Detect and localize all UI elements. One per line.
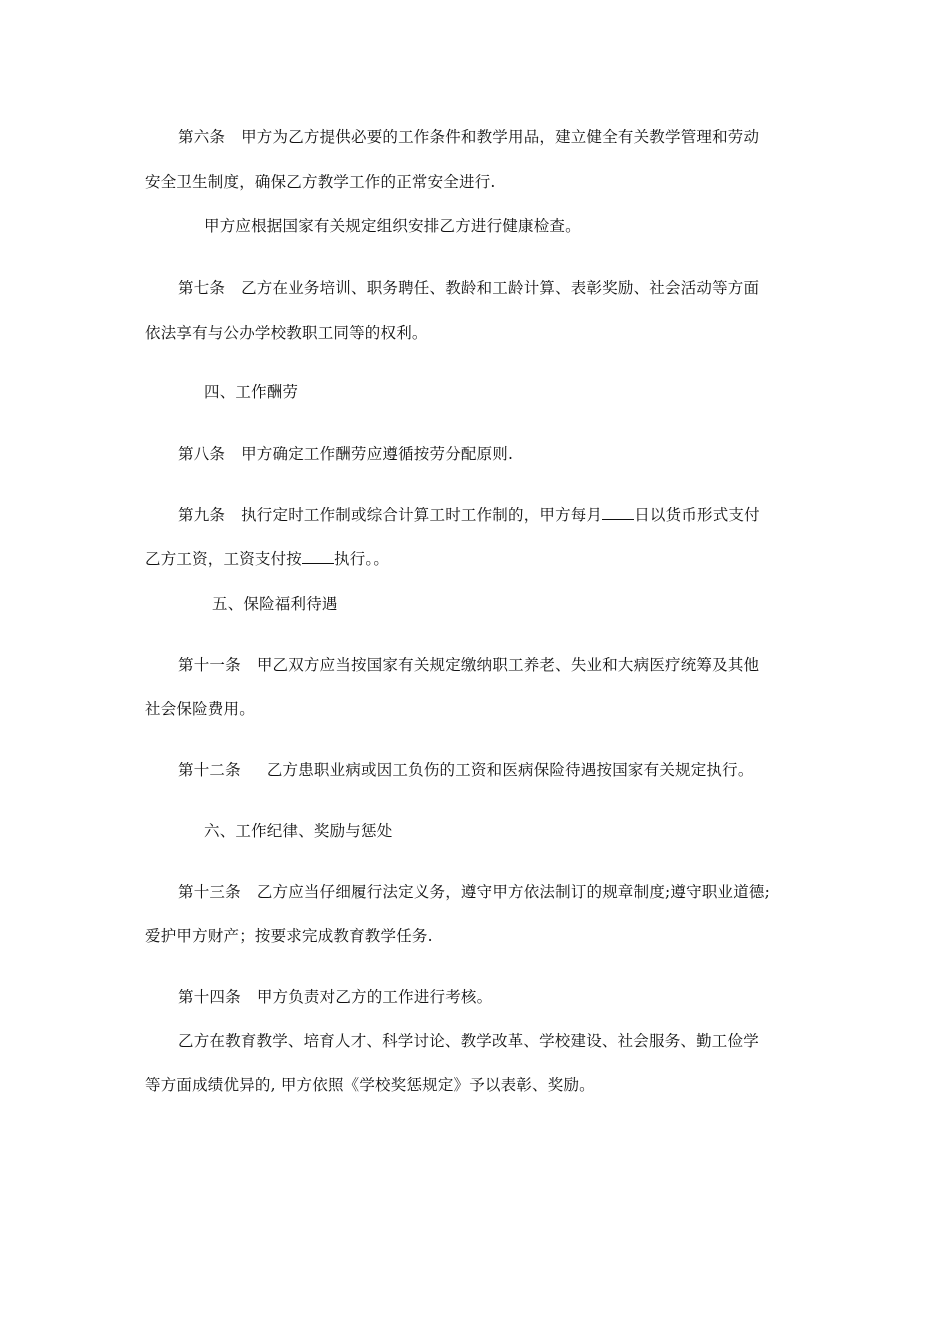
article-6-line-2 [145,172,496,192]
article-6-label: 第六条 [178,128,226,146]
article-14-line [178,987,492,1007]
standard-blank [302,549,334,564]
article-13-line-2 [145,926,433,946]
article-13-line-1 [178,882,770,902]
article-9-line-2 [145,549,389,569]
section-6-text: 六、工作纪律、奖励与惩处 [204,822,393,840]
section-4-heading [204,382,298,402]
article-11-line-1 [178,655,759,675]
article-6-line-1 [178,127,759,147]
article-11-text-1: 甲乙双方应当按国家有关规定缴纳职工养老、失业和大病医疗统筹及其他 [256,656,760,674]
section-4-text: 四、工作酬劳 [204,383,299,401]
article-6-text-3: 甲方应根据国家有关规定组织安排乙方进行健康检查。 [204,217,581,235]
article-14-label: 第十四条 [178,988,241,1006]
article-8-line [178,444,513,464]
article-14-text: 甲方负责对乙方的工作进行考核。 [256,988,493,1006]
section-5-heading [212,594,338,614]
article-7-text-2: 依法享有与公办学校教职工同等的权利。 [145,324,428,342]
article-13-label: 第十三条 [178,883,241,901]
article-14-para-text-1: 乙方在教育教学、培育人才、科学讨论、教学改革、学校建设、社会服务、勤工俭学 [178,1032,759,1050]
article-8-text: 甲方确定工作酬劳应遵循按劳分配原则. [241,445,514,463]
article-11-label: 第十一条 [178,656,241,674]
article-8-label: 第八条 [178,445,226,463]
section-6-heading [204,821,392,841]
article-7-line-1 [178,278,759,298]
article-12-line [178,760,754,780]
article-6-line-3 [204,216,581,236]
section-5-text: 五、保险福利待遇 [212,595,338,613]
article-12-text: 乙方患职业病或因工负伤的工资和医病保险待遇按国家有关规定执行。 [266,761,754,779]
article-13-text-2: 爱护甲方财产；按要求完成教育教学任务. [145,927,433,945]
day-blank [602,505,634,520]
article-7-label: 第七条 [178,279,226,297]
article-9-text-2b: 执行。。 [334,550,390,568]
article-9-text-1a: 执行定时工作制或综合计算工时工作制的，甲方每月 [241,506,603,524]
article-9-text-2a: 乙方工资，工资支付按 [145,550,303,568]
article-14-para-text-2: 等方面成绩优异的, 甲方依照《学校奖惩规定》予以表彰、奖励。 [145,1076,595,1094]
article-9-text-1b: 日以货币形式支付 [634,506,760,524]
article-7-text-1: 乙方在业务培训、职务聘任、教龄和工龄计算、表彰奖励、社会活动等方面 [241,279,760,297]
article-11-line-2 [145,699,255,719]
article-9-label: 第九条 [178,506,226,524]
article-11-text-2: 社会保险费用。 [145,700,255,718]
article-12-label: 第十二条 [178,761,241,779]
article-13-text-1: 乙方应当仔细履行法定义务，遵守甲方依法制订的规章制度;遵守职业道德; [256,883,771,901]
article-14-para-line-1 [178,1031,759,1051]
article-14-para-line-2 [145,1075,595,1095]
article-9-line-1 [178,505,760,525]
article-6-text-2: 安全卫生制度，确保乙方教学工作的正常安全进行. [145,173,496,191]
article-6-text-1: 甲方为乙方提供必要的工作条件和教学用品，建立健全有关教学管理和劳动 [241,128,760,146]
article-7-line-2 [145,323,428,343]
